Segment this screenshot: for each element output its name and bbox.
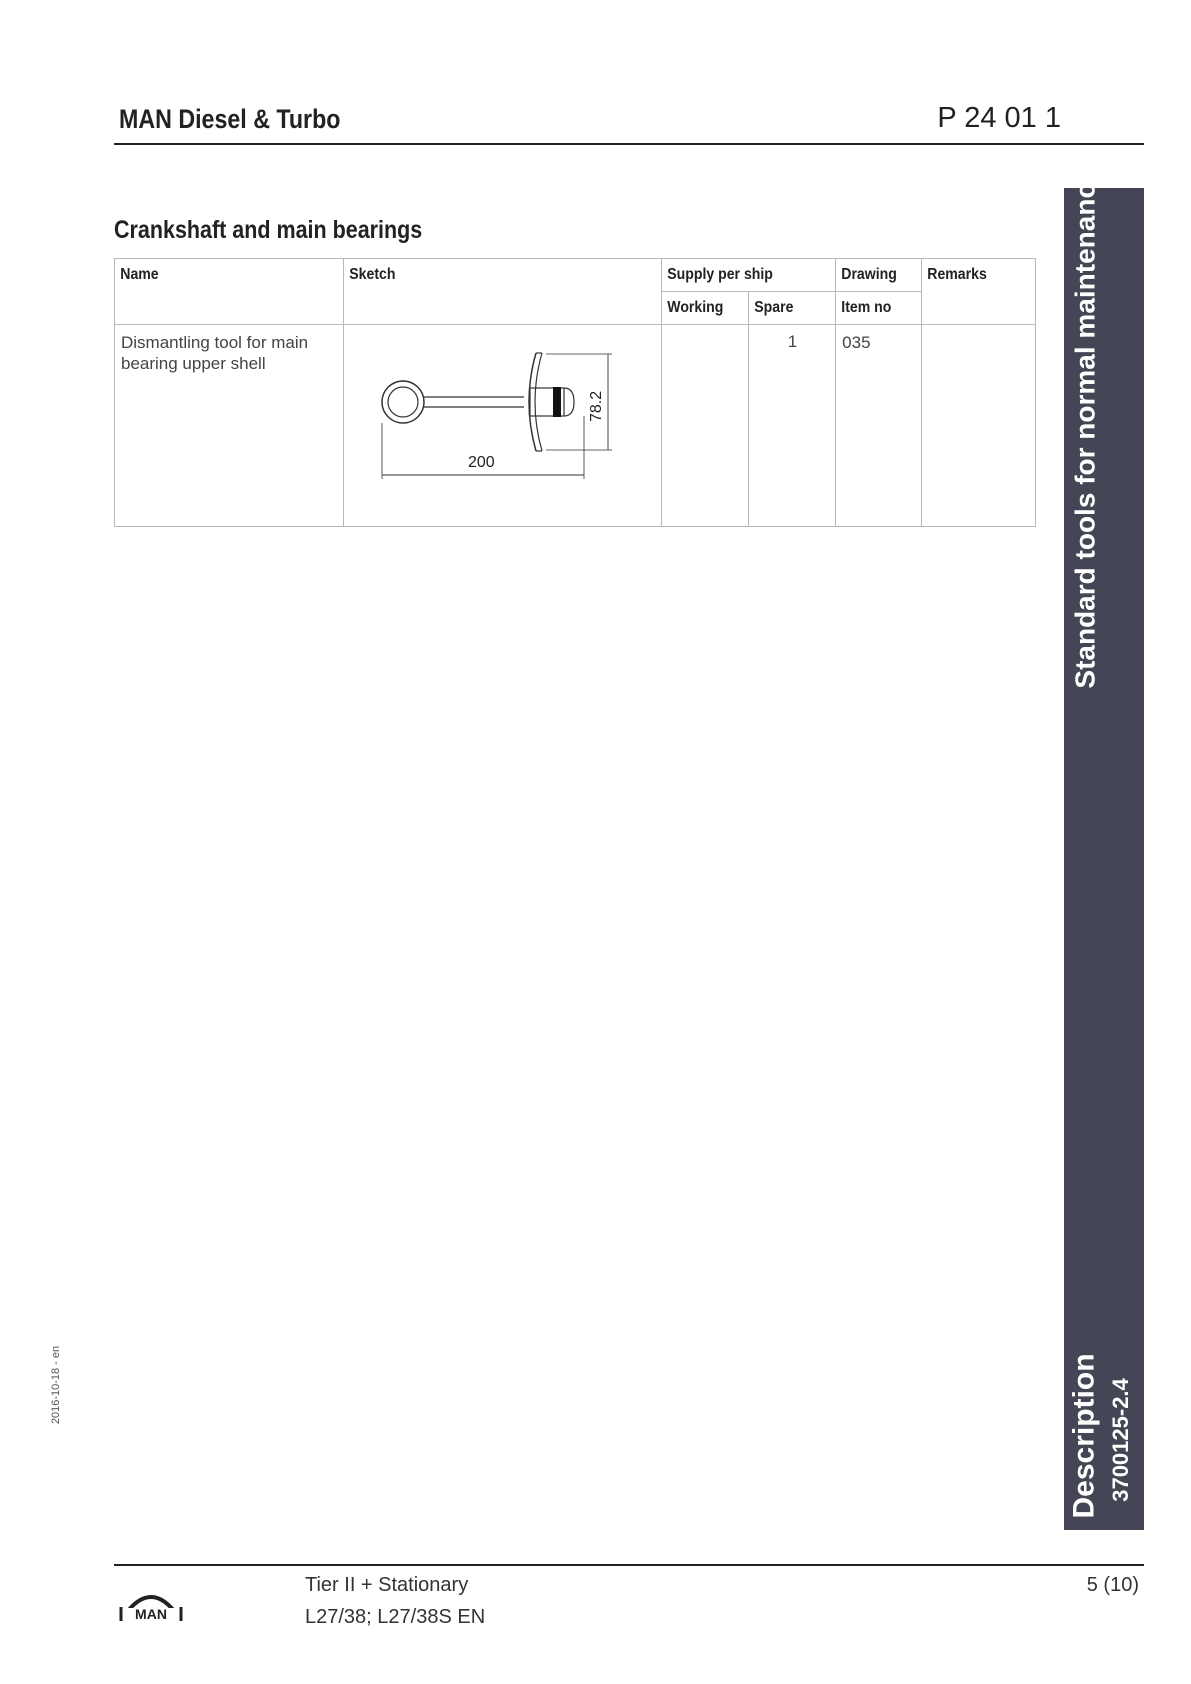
cell-item-no: 035 bbox=[836, 325, 922, 527]
cell-working bbox=[662, 325, 749, 527]
svg-text:MAN: MAN bbox=[135, 1606, 167, 1622]
col-header-item-no: Item no bbox=[836, 292, 922, 325]
cell-spare: 1 bbox=[749, 325, 836, 527]
col-header-supply: Supply per ship bbox=[662, 259, 836, 292]
col-header-remarks: Remarks bbox=[922, 259, 1036, 325]
cell-remarks bbox=[922, 325, 1036, 527]
footer-engine-model: L27/38; L27/38S EN bbox=[305, 1606, 486, 1628]
tool-sketch bbox=[344, 325, 660, 521]
sidebar-category: Description bbox=[1068, 1353, 1101, 1519]
page-number: 5 (10) bbox=[1086, 1574, 1139, 1596]
header-rule bbox=[114, 143, 1144, 145]
table-header-row bbox=[115, 259, 1036, 292]
footer-rule bbox=[114, 1564, 1144, 1566]
company-name: MAN Diesel & Turbo bbox=[119, 104, 341, 134]
cell-sketch bbox=[344, 325, 662, 527]
col-header-spare: Spare bbox=[749, 292, 836, 325]
section-title: Crankshaft and main bearings bbox=[114, 216, 423, 244]
table-row bbox=[115, 325, 1036, 527]
tools-table bbox=[114, 258, 1036, 527]
document-code: P 24 01 1 bbox=[937, 102, 1061, 134]
dim-height-label: 78.2 bbox=[588, 390, 606, 422]
col-header-working: Working bbox=[662, 292, 749, 325]
col-header-drawing: Drawing bbox=[836, 259, 922, 292]
dim-length-label: 200 bbox=[468, 454, 496, 471]
sidebar-doc-number: 3700125-2.4 bbox=[1108, 1378, 1133, 1502]
cell-name: Dismantling tool for main bearing upper shell bbox=[115, 325, 344, 527]
col-header-name: Name bbox=[115, 259, 344, 325]
margin-date: 2016-10-18 - en bbox=[50, 1345, 62, 1425]
footer-engine-tier: Tier II + Stationary bbox=[305, 1574, 469, 1596]
col-header-sketch: Sketch bbox=[344, 259, 662, 325]
man-logo bbox=[118, 1586, 184, 1622]
sidebar-title: Standard tools for normal maintenance bbox=[1070, 167, 1102, 689]
